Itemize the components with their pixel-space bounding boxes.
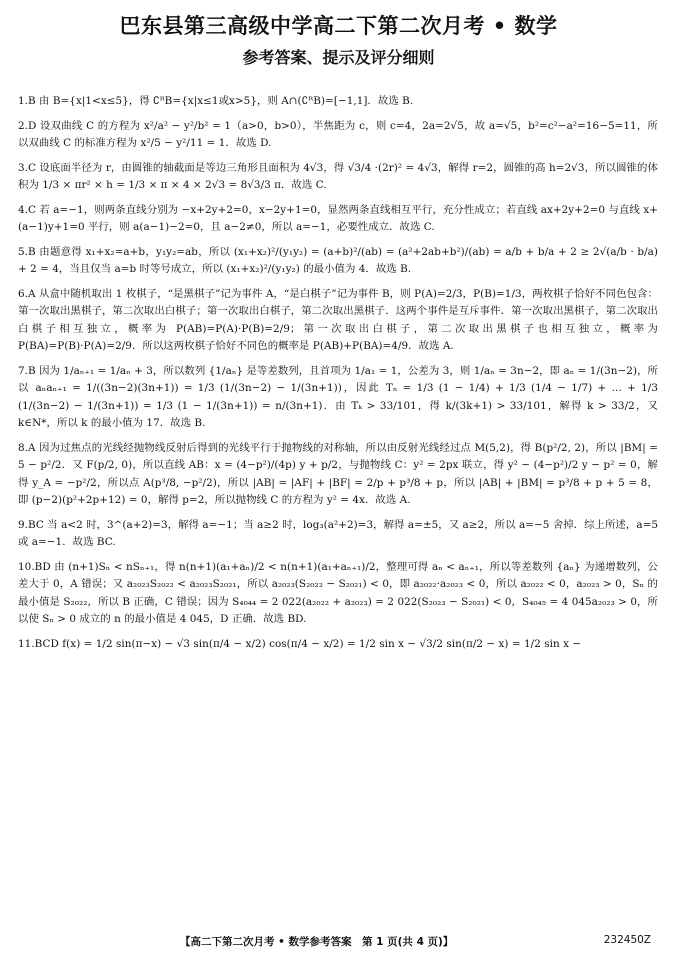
footer-page-info: 【高二下第二次月考 • 数学参考答案 第 1 页(共 4 页)】	[180, 936, 454, 948]
answer-9: 9.BC 当 a<2 时，3^(a+2)=3，解得 a=−1；当 a≥2 时，log₃(a²+2)=3，解得 a=±5，又 a≥2，所以 a=−5 舍掉．综上所述，a=5 或 a=−1．故选 BC.	[18, 518, 658, 548]
answer-3: 3.C 设底面半径为 r，由圆锥的轴截面是等边三角形且面积为 4√3，得 √3/4 ·(2r)² = 4√3，解得 r=2，圆锥的高 h=2√3，所以圆锥的体积为 1/3 × πr² × h = 1/3 × π × 4 × 2√3 = 8√3/3 π．故选 C.	[18, 161, 658, 191]
page-title: 巴东县第三高级中学高二下第二次月考 • 数学	[119, 14, 558, 38]
answer-10: 10.BD 由 (n+1)Sₙ < nSₙ₊₁，得 n(n+1)(a₁+aₙ)/2 < n(n+1)(a₁+aₙ₊₁)/2，整理可得 aₙ < aₙ₊₁，所以等差数列 {aₙ} 为递增数列，公差大于 0，A 错误；又 a₂₀₂₃S₂₀₂₂ < a₂₀₂₃S₂₀₂₁，所以 a₂₀₂₃(S₂₀₂₂ − S₂₀₂₁) < 0，即 a₂₀₂₂·a₂₀₂₃ < 0，所以 a₂₀₂₂ < 0，a₂₀₂₃ > 0，Sₙ 的最小值是 S₂₀₂₂，所以 B 正确，C 错误；因为 S₄₀₄₄ = 2 022(a₂₀₂₂ + a₂₀₂₃) = 2 022(S₂₀₂₃ − S₂₀₂₁) < 0，S₄₀₄₅ = 4 045a₂₀₂₃ > 0，所以使 Sₙ > 0 成立的 n 的最小值是 4 045，D 正确．故选 BD.	[18, 560, 658, 625]
answer-11: 11.BCD f(x) = 1/2 sin(π−x) − √3 sin(π/4 − x/2) cos(π/4 − x/2) = 1/2 sin x − √3/2 sin(π/2 − x) = 1/2 sin x −	[18, 637, 582, 650]
page-footer	[0, 934, 677, 952]
answer-7: 7.B 因为 1/aₙ₊₁ = 1/aₙ + 3，所以数列 {1/aₙ} 是等差数列，且首项为 1/a₁ = 1，公差为 3，则 1/aₙ = 3n−2，即 aₙ = 1/(3n−2)，所以 aₙaₙ₊₁ = 1/((3n−2)(3n+1)) = 1/3 (1/(3n−2) − 1/(3n+1))，因此 Tₙ = 1/3 (1 − 1/4) + 1/3 (1/4 − 1/7) + … + 1/3 (1/(3n−2) − 1/(3n+1)) = 1/3 (1 − 1/(3n+1)) = n/(3n+1)．由 Tₖ > 33/101，得 k/(3k+1) > 33/101，解得 k > 33/2，又 k∈N*，所以 k 的最小值为 17．故选 B.	[18, 364, 658, 429]
answer-5: 5.B 由题意得 x₁+x₂=a+b，y₁y₂=ab，所以 (x₁+x₂)²/(y₁y₂) = (a+b)²/(ab) = (a²+2ab+b²)/(ab) = a/b + b/a + 2 ≥ 2√(a/b · b/a) + 2 = 4，当且仅当 a=b 时等号成立，所以 (x₁+x₂)²/(y₁y₂) 的最小值为 4．故选 B.	[18, 245, 658, 275]
page-subtitle: 参考答案、提示及评分细则	[242, 48, 435, 67]
answer-6: 6.A 从盒中随机取出 1 枚棋子，“是黑棋子”记为事件 A，“是白棋子”记为事件 B，则 P(A)=2/3，P(B)=1/3，两枚棋子恰好不同色包含：第一次取出黑棋子，第二次取出白棋子；第一次取出白棋子，第二次取出黑棋子．这两个事件是互斥事件．第一次取出黑棋子，第二次取出白棋子相互独立，概率为 P(AB)=P(A)·P(B)=2/9；第一次取出白棋子，第二次取出黑棋子也相互独立，概率为 P(BA)=P(B)·P(A)=2/9．所以这两枚棋子恰好不同色的概率是 P(AB)+P(BA)=4/9．故选 A.	[18, 287, 658, 352]
answer-2: 2.D 设双曲线 C 的方程为 x²/a² − y²/b² = 1（a>0，b>0），半焦距为 c，则 c=4，2a=2√5，故 a=√5，b²=c²−a²=16−5=11，所以双曲线 C 的标准方程为 x²/5 − y²/11 = 1．故选 D.	[18, 119, 658, 149]
answer-list	[18, 93, 658, 660]
answer-1: 1.B 由 B={x|1<x≤5}，得 ∁ᴿB={x|x≤1或x>5}，则 A∩(∁ᴿB)=[−1,1]．故选 B.	[18, 95, 414, 107]
footer-code: 232450Z	[603, 934, 651, 946]
answer-4: 4.C 若 a=−1，则两条直线分别为 −x+2y+2=0，x−2y+1=0，显然两条直线相互平行，充分性成立；若直线 ax+2y+2=0 与直线 x+(a−1)y+1=0 平行，则 a(a−1)−2=0，且 a−2≠0，所以 a=−1，必要性成立．故选 C.	[18, 203, 658, 233]
answer-8: 8.A 因为过焦点的光线经抛物线反射后得到的光线平行于抛物线的对称轴，所以由反射光线经过点 M(5,2)，得 B(p²/2, 2)，所以 |BM| = 5 − p²/2．又 F(p/2, 0)，所以直线 AB：x = (4−p²)/(4p) y + p/2，与抛物线 C：y² = 2px 联立，得 y² − (4−p²)/2 y − p² = 0，解得 y_A = −p²/2，所以点 A(p³/8, −p²/2)，所以 |AB| = |AF| + |BF| = 2/p + p³/8 + p，所以 |AB| + |BM| = p³/8 + p + 5 = 8，即 (p−2)(p²+2p+12) = 0，解得 p=2，所以抛物线 C 的方程为 y² = 4x．故选 A.	[18, 441, 658, 506]
